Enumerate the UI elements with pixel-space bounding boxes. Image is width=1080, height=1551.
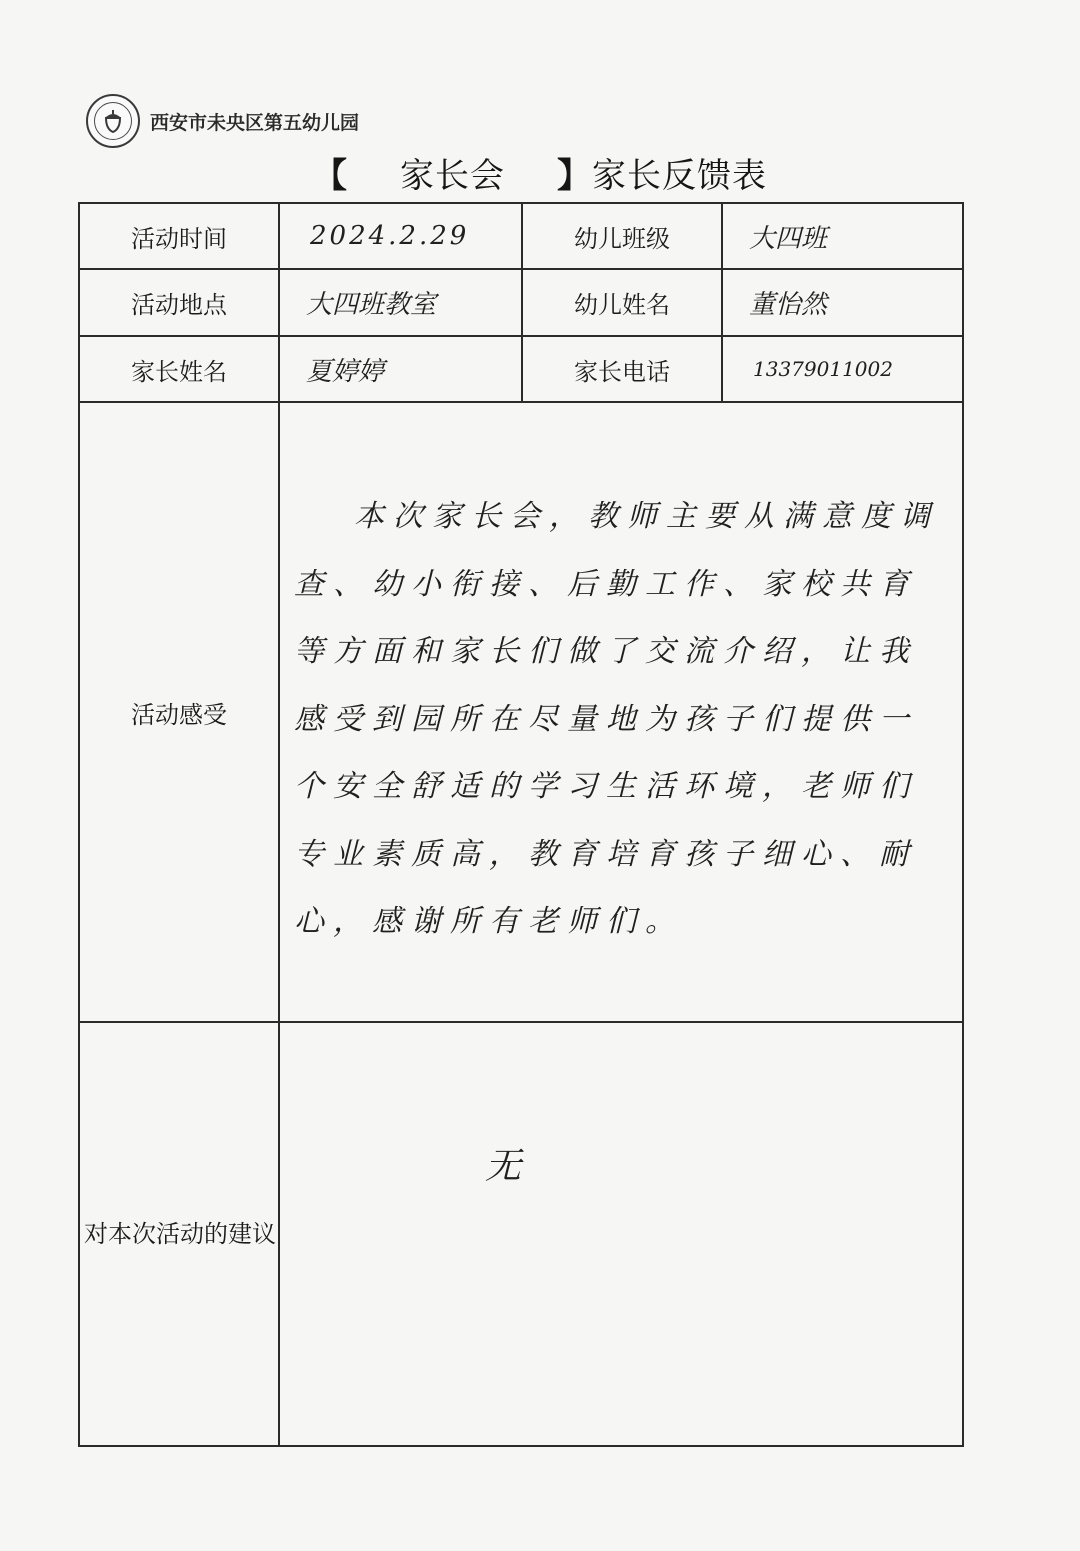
suggestion-label: 对本次活动的建议 <box>79 1022 279 1446</box>
school-logo <box>86 94 140 148</box>
school-header <box>86 96 359 146</box>
location-label: 活动地点 <box>79 269 279 336</box>
feeling-label: 活动感受 <box>79 402 279 1022</box>
feedback-table <box>78 202 964 1447</box>
acorn-seal-icon <box>94 102 132 140</box>
title-bracket-open: 【 <box>313 156 348 196</box>
class-value: 大四班 <box>722 203 963 269</box>
activity-time-label: 活动时间 <box>79 203 279 269</box>
location-value: 大四班教室 <box>279 269 522 336</box>
parent-phone-value: 13379011002 <box>722 336 963 402</box>
parent-phone-label: 家长电话 <box>522 336 722 402</box>
class-label: 幼儿班级 <box>522 203 722 269</box>
suggestion-cell <box>279 1022 963 1446</box>
parent-name-label: 家长姓名 <box>79 336 279 402</box>
activity-time-value: 2024.2.29 <box>279 203 522 269</box>
table-row <box>79 1022 963 1446</box>
table-row <box>79 203 963 269</box>
parent-name-value: 夏婷婷 <box>279 336 522 402</box>
feeling-cell <box>279 402 963 1022</box>
child-name-label: 幼儿姓名 <box>522 269 722 336</box>
title-form-name: 家长反馈表 <box>592 156 767 196</box>
form-title <box>0 148 1080 197</box>
school-name: 西安市未央区第五幼儿园 <box>150 111 360 134</box>
table-row <box>79 402 963 1022</box>
title-event-name: 家长会 <box>400 156 505 196</box>
title-bracket-close: 】 <box>557 156 592 196</box>
suggestion-value: 无 <box>485 1146 522 1187</box>
table-row <box>79 269 963 336</box>
child-name-value: 董怡然 <box>722 269 963 336</box>
table-row <box>79 336 963 402</box>
feeling-text: 本次家长会，教师主要从满意度调查、幼小衔接、后勤工作、家校共育等方面和家长们做了交流介绍，让我感受到园所在尽量地为孩子们提供一个安全舒适的学习生活环境，老师们专业素质高，教育培育孩子细心、耐心，感谢所有老师们。 <box>294 499 939 939</box>
